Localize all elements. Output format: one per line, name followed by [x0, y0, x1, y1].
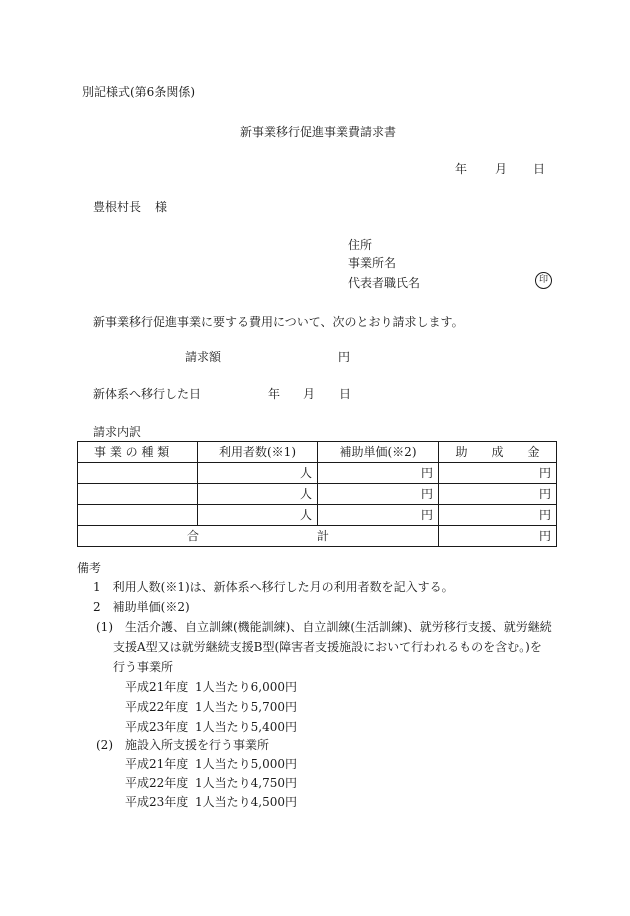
rate-amount: 1人当たり5,400円 [195, 720, 297, 734]
rate-line [125, 680, 297, 694]
document-title: 新事業移行促進事業費請求書 [240, 125, 397, 139]
rate-year: 平成22年度 [125, 700, 189, 714]
total-grant-cell[interactable]: 円 [439, 526, 557, 547]
header-grant: 助 成 金 [439, 442, 557, 463]
applicant-office-label: 事業所名 [348, 256, 397, 270]
table-row [78, 484, 557, 505]
user-count-cell[interactable]: 人 [198, 505, 318, 526]
table-total-row [78, 526, 557, 547]
header-unit-price: 補助単価(※2) [318, 442, 439, 463]
addressee-suffix: 様 [155, 200, 168, 214]
form-reference: 別記様式(第6条関係) [82, 85, 195, 99]
total-label-cell [78, 526, 439, 547]
grant-cell[interactable]: 円 [439, 484, 557, 505]
applicant-address-label: 住所 [348, 238, 373, 252]
unit-price-cell[interactable]: 円 [318, 484, 439, 505]
rate-line [125, 700, 297, 714]
seal-mark: 印 [535, 272, 552, 289]
addressee-name: 豊根村長 [93, 200, 142, 214]
rate-line [125, 757, 297, 771]
table-row [78, 505, 557, 526]
table-header-row [78, 442, 557, 463]
total-label-1: 合 [186, 529, 199, 543]
header-business-type: 事 業 の 種 類 [78, 442, 198, 463]
date-month: 月 [495, 162, 508, 176]
rate-year: 平成21年度 [125, 757, 189, 771]
transition-day: 日 [339, 387, 352, 401]
date-day: 日 [533, 162, 546, 176]
rate-year: 平成23年度 [125, 720, 189, 734]
business-type-cell[interactable] [78, 505, 198, 526]
note-2-2-line-1: (2) 施設入所支援を行う事業所 [96, 738, 269, 752]
amount-label: 請求額 [185, 350, 222, 364]
header-user-count: 利用者数(※1) [198, 442, 318, 463]
rate-amount: 1人当たり4,500円 [195, 795, 297, 809]
rate-line [125, 776, 297, 790]
note-2-1-line-1: (1) 生活介護、自立訓練(機能訓練)、自立訓練(生活訓練)、就労移行支援、就労継続 [96, 620, 552, 634]
table-row [78, 463, 557, 484]
transition-date-label: 新体系へ移行した日 [93, 387, 202, 401]
user-count-cell[interactable]: 人 [198, 484, 318, 505]
remarks-note-1: 1 利用人数(※1)は、新体系へ移行した月の利用者数を記入する。 [93, 580, 454, 594]
business-type-cell[interactable] [78, 484, 198, 505]
remarks-note-2: 2 補助単価(※2) [93, 600, 190, 614]
rate-amount: 1人当たり4,750円 [195, 776, 297, 790]
transition-year: 年 [268, 387, 281, 401]
date-year: 年 [455, 162, 468, 176]
unit-price-cell[interactable]: 円 [318, 463, 439, 484]
date-line [455, 162, 545, 176]
total-label-2: 計 [317, 529, 330, 543]
unit-price-cell[interactable]: 円 [318, 505, 439, 526]
note-2-1-line-2: 支援A型又は就労継続支援B型(障害者支援施設において行われるものを含む。)を [113, 640, 542, 654]
rate-amount: 1人当たり6,000円 [195, 680, 297, 694]
breakdown-title: 請求内訳 [93, 425, 142, 439]
user-count-cell[interactable]: 人 [198, 463, 318, 484]
rate-year: 平成22年度 [125, 776, 189, 790]
addressee [93, 200, 167, 214]
rate-line [125, 795, 297, 809]
note-2-1-line-3: 行う事業所 [113, 660, 174, 674]
amount-unit: 円 [338, 350, 351, 364]
rate-year: 平成21年度 [125, 680, 189, 694]
rate-year: 平成23年度 [125, 795, 189, 809]
applicant-representative-label: 代表者職氏名 [348, 276, 421, 290]
rate-amount: 1人当たり5,000円 [195, 757, 297, 771]
business-type-cell[interactable] [78, 463, 198, 484]
breakdown-table [77, 441, 557, 547]
transition-month: 月 [303, 387, 316, 401]
remarks-title: 備考 [77, 561, 102, 575]
grant-cell[interactable]: 円 [439, 463, 557, 484]
rate-line [125, 720, 297, 734]
rate-amount: 1人当たり5,700円 [195, 700, 297, 714]
grant-cell[interactable]: 円 [439, 505, 557, 526]
request-sentence: 新事業移行促進事業に要する費用について、次のとおり請求します。 [93, 315, 464, 329]
